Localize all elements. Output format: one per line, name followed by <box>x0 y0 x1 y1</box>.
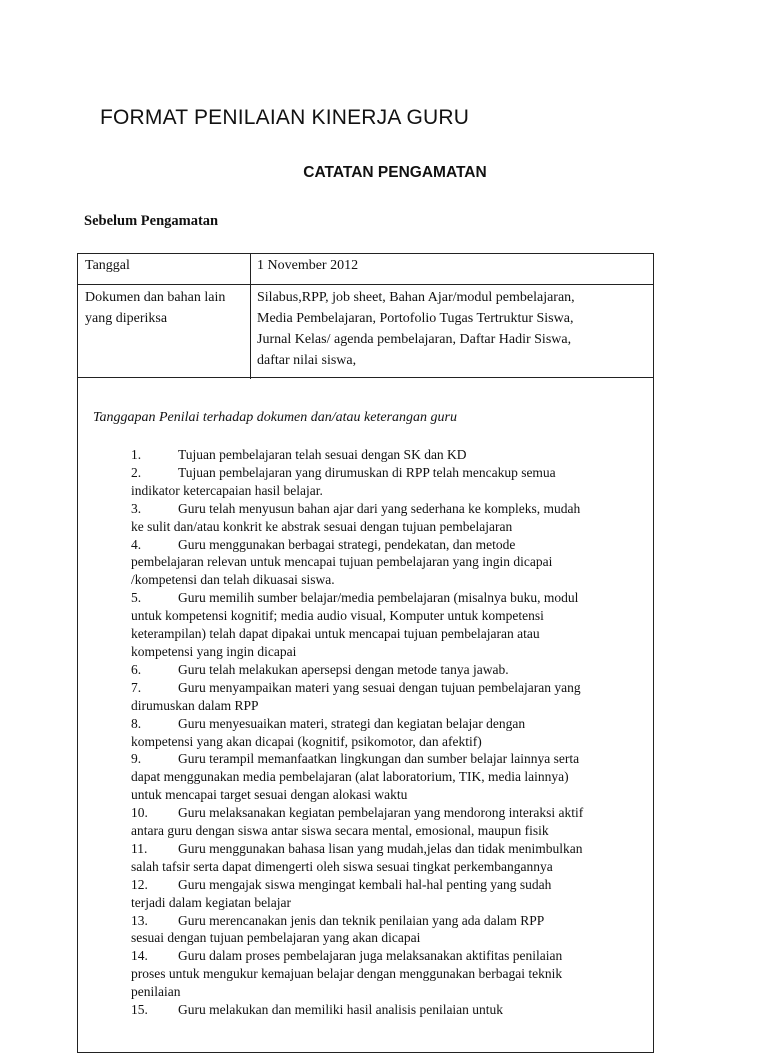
list-item-line <box>131 965 651 983</box>
dokumen-line: Jurnal Kelas/ agenda pembelajaran, Daftar Hadir Siswa, <box>257 332 572 347</box>
list-item-number: 9. <box>131 751 142 767</box>
list-item-line <box>131 643 651 661</box>
list-item-line <box>131 876 651 894</box>
row-label-tanggal: Tanggal <box>85 258 130 273</box>
list-item-text: Guru memilih sumber belajar/media pembelajaran (misalnya buku, modul <box>178 590 579 606</box>
list-item-number: 10. <box>131 805 148 821</box>
list-item-number: 4. <box>131 536 142 552</box>
list-item-line <box>131 553 651 571</box>
list-item-text: Tujuan pembelajaran telah sesuai dengan SK dan KD <box>178 447 467 462</box>
list-item-text: Guru menggunakan bahasa lisan yang mudah,jelas dan tidak menimbulkan <box>178 840 583 856</box>
list-item-line <box>131 536 651 554</box>
list-item-text: /kompetensi dan telah dikuasai siswa. <box>131 572 335 588</box>
list-item-number: 11. <box>131 840 148 856</box>
list-item-text: keterampilan) telah dapat dipakai untuk mencapai tujuan pembelajaran atau <box>131 626 540 642</box>
list-item-number: 2. <box>131 464 142 480</box>
list-item-text: Guru mengajak siswa mengingat kembali hal-hal penting yang sudah <box>178 876 552 892</box>
list-item-text: Guru melakukan dan memiliki hasil analisis penilaian untuk <box>178 1002 504 1018</box>
list-item-text: proses untuk mengukur kemajuan belajar dengan menggunakan berbagai teknik <box>131 966 563 982</box>
list-item-number: 13. <box>131 912 148 928</box>
tanggapan-heading: Tanggapan Penilai terhadap dokumen dan/atau keterangan guru <box>93 410 457 425</box>
table-divider <box>77 284 654 285</box>
list-item-line <box>131 840 651 858</box>
list-item-text: salah tafsir serta dapat dimengerti oleh siswa sesuai tingkat perkembangannya <box>131 858 553 874</box>
list-item-line <box>131 446 651 464</box>
list-item-text: untuk mencapai target sesuai dengan alokasi waktu <box>131 787 408 803</box>
list-item-text: sesuai dengan tujuan pembelajaran yang akan dicapai <box>131 930 421 946</box>
list-item-line <box>131 518 651 536</box>
list-item-line <box>131 571 651 589</box>
document-title: FORMAT PENILAIAN KINERJA GURU <box>100 106 470 129</box>
dokumen-line: daftar nilai siswa, <box>257 353 357 368</box>
list-item-text: dapat menggunakan media pembelajaran (alat laboratorium, TIK, media lainnya) <box>131 769 569 785</box>
list-item-number: 7. <box>131 679 142 695</box>
list-item-line <box>131 1001 651 1019</box>
row-value-dokumen <box>257 287 649 371</box>
list-item-number: 1. <box>131 447 142 462</box>
list-item-number: 14. <box>131 948 148 964</box>
list-item-text: terjadi dalam kegiatan belajar <box>131 894 292 910</box>
assessment-list <box>131 446 651 1019</box>
list-item-line <box>131 733 651 751</box>
list-item-text: Guru menyampaikan materi yang sesuai dengan tujuan pembelajaran yang <box>178 679 581 695</box>
dokumen-line: Silabus,RPP, job sheet, Bahan Ajar/modul pembelajaran, <box>257 290 575 305</box>
list-item-text: Guru telah menyusun bahan ajar dari yang sederhana ke kompleks, mudah <box>178 500 581 516</box>
list-item-text: Tujuan pembelajaran yang dirumuskan di RPP telah mencakup semua <box>178 464 556 480</box>
list-item-number: 5. <box>131 590 142 606</box>
list-item-text: antara guru dengan siswa antar siswa secara mental, emosional, maupun fisik <box>131 823 549 839</box>
list-item-text: dirumuskan dalam RPP <box>131 697 259 713</box>
list-item-text: pembelajaran relevan untuk mencapai tujuan pembelajaran yang ingin dicapai <box>131 554 553 570</box>
list-item-line <box>131 804 651 822</box>
list-item-text: kompetensi yang ingin dicapai <box>131 643 297 659</box>
list-item-line <box>131 589 651 607</box>
list-item-number: 12. <box>131 876 148 892</box>
row-value-tanggal: 1 November 2012 <box>257 258 359 273</box>
list-item-number: 6. <box>131 661 142 677</box>
list-item-number: 8. <box>131 715 142 731</box>
list-item-line <box>131 482 651 500</box>
list-item-text: Guru menyesuaikan materi, strategi dan kegiatan belajar dengan <box>178 715 526 731</box>
list-item-line <box>131 947 651 965</box>
list-item-text: kompetensi yang akan dicapai (kognitif, psikomotor, dan afektif) <box>131 733 482 749</box>
list-item-text: penilaian <box>131 984 181 1000</box>
document-subtitle: CATATAN PENGAMATAN <box>303 164 487 181</box>
table-divider <box>77 377 654 378</box>
list-item-line <box>131 661 651 679</box>
list-item-line <box>131 625 651 643</box>
list-item-line <box>131 464 651 482</box>
list-item-text: Guru dalam proses pembelajaran juga melaksanakan aktifitas penilaian <box>178 948 563 964</box>
row-label-dokumen: Dokumen dan bahan lain yang diperiksa <box>85 290 226 326</box>
list-item-text: Guru terampil memanfaatkan lingkungan dan sumber belajar lainnya serta <box>178 751 580 767</box>
list-item-line <box>131 768 651 786</box>
list-item-line <box>131 786 651 804</box>
list-item-line <box>131 929 651 947</box>
list-item-text: Guru menggunakan berbagai strategi, pendekatan, dan metode <box>178 536 516 552</box>
list-item-text: untuk kompetensi kognitif; media audio visual, Komputer untuk kompetensi <box>131 608 544 624</box>
list-item-line <box>131 912 651 930</box>
list-item-line <box>131 500 651 518</box>
list-item-text: Guru telah melakukan apersepsi dengan metode tanya jawab. <box>178 661 509 677</box>
list-item-line <box>131 715 651 733</box>
list-item-line <box>131 607 651 625</box>
list-item-text: Guru merencanakan jenis dan teknik penilaian yang ada dalam RPP <box>178 912 545 928</box>
list-item-line <box>131 679 651 697</box>
list-item-number: 15. <box>131 1002 148 1018</box>
list-item-line <box>131 750 651 768</box>
list-item-line <box>131 697 651 715</box>
list-item-text: ke sulit dan/atau konkrit ke abstrak sesuai dengan tujuan pembelajaran <box>131 518 513 534</box>
list-item-line <box>131 822 651 840</box>
section-heading: Sebelum Pengamatan <box>84 213 219 229</box>
dokumen-line: Media Pembelajaran, Portofolio Tugas Tertruktur Siswa, <box>257 311 574 326</box>
list-item-line <box>131 894 651 912</box>
list-item-number: 3. <box>131 500 142 516</box>
list-item-line <box>131 858 651 876</box>
list-item-text: Guru melaksanakan kegiatan pembelajaran yang mendorong interaksi aktif <box>178 805 584 821</box>
list-item-line <box>131 983 651 1001</box>
table-column-divider <box>250 253 251 379</box>
list-item-text: indikator ketercapaian hasil belajar. <box>131 482 323 498</box>
